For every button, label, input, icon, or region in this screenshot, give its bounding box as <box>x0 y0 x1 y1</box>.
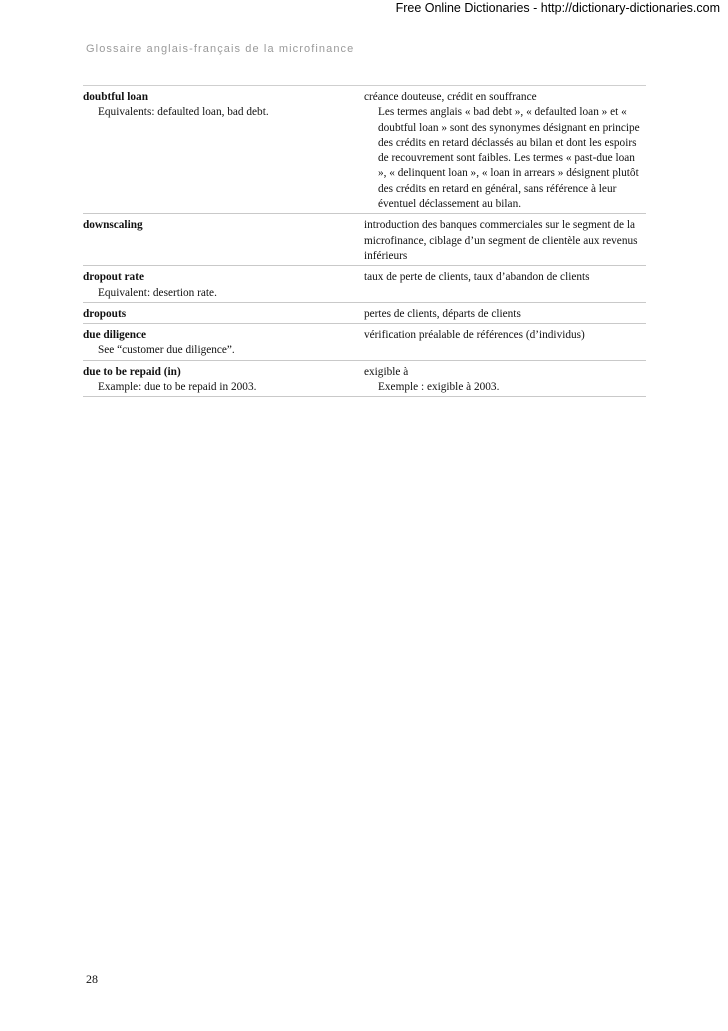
entry-term: dropouts <box>83 307 127 320</box>
header-divider <box>83 85 646 86</box>
entry-translation: créance douteuse, crédit en souffrance <box>364 91 537 103</box>
entry-english-note: See “customer due diligence”. <box>98 344 235 357</box>
entry-french-note: Les termes anglais « bad debt », « defaulted loan » et « doubtful loan » sont des synonymes désignant en principe des crédits en retard déclassés au bilan et dont les espoirs de recouvrement sont faibles. Les termes « past-due loan », « delinquent loan », « loan in arrears » désignent plutôt des crédits en retard en général, sans référence à leur éventuel déclassement au bilan. <box>378 106 640 211</box>
glossary-entry-downscaling <box>83 218 646 266</box>
entry-translation: introduction des banques commerciales sur le segment de la microfinance, ciblage d’un segment de clientèle aux revenus inférieurs <box>364 219 638 262</box>
entry-term: due to be repaid (in) <box>83 365 181 378</box>
entry-term: dropout rate <box>83 271 144 284</box>
entry-english-note: Equivalent: desertion rate. <box>98 286 217 299</box>
entry-french-note: Exemple : exigible à 2003. <box>378 381 500 394</box>
glossary-entry-dropouts <box>83 307 646 324</box>
entry-term: downscaling <box>83 219 143 232</box>
glossary-entry-doubtful-loan <box>83 90 646 214</box>
entry-english-note: Equivalents: defaulted loan, bad debt. <box>98 106 269 119</box>
running-title: Glossaire anglais-français de la microfinance <box>86 43 355 55</box>
entry-term: doubtful loan <box>83 91 148 103</box>
glossary-table <box>83 90 646 401</box>
site-banner: Free Online Dictionaries - http://dictionary-dictionaries.com <box>395 1 720 15</box>
entry-english-note: Example: due to be repaid in 2003. <box>98 381 257 394</box>
glossary-entry-due-to-be-repaid <box>83 365 646 398</box>
entry-term: due diligence <box>83 329 147 342</box>
page-number: 28 <box>86 972 98 986</box>
entry-translation: vérification préalable de références (d’individus) <box>364 329 585 342</box>
entry-translation: taux de perte de clients, taux d’abandon de clients <box>364 271 590 284</box>
glossary-entry-dropout-rate <box>83 270 646 303</box>
entry-translation: pertes de clients, départs de clients <box>364 307 521 320</box>
glossary-entry-due-diligence <box>83 328 646 361</box>
entry-translation: exigible à <box>364 365 409 378</box>
